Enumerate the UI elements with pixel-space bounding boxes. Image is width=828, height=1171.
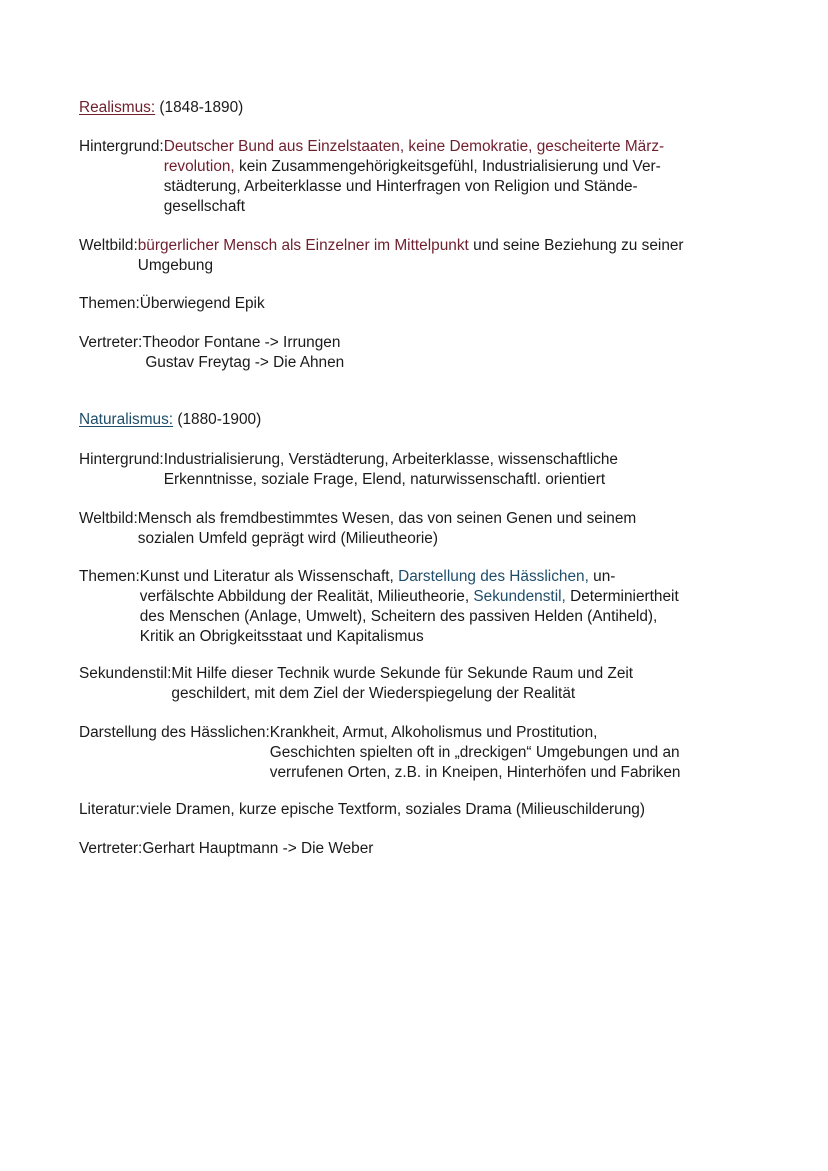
hintergrund-text: Industrialisierung, Verstädterung, Arbeiterklasse, wissenschaftliche: [163, 451, 618, 468]
hintergrund-text: städterung, Arbeiterklasse und Hinterfragen von Religion und Stände-: [163, 178, 638, 195]
darstellung-label: Darstellung des Hässlichen:: [79, 724, 270, 741]
realismus-hintergrund: [79, 137, 759, 217]
naturalismus-vertreter: [79, 839, 759, 859]
darstellung-text: Geschichten spielten oft in „dreckigen“ Umgebungen und an: [269, 744, 680, 761]
realismus-vertreter: [79, 333, 759, 373]
naturalismus-weltbild: [79, 509, 759, 549]
themen-text: un-: [588, 568, 616, 585]
themen-text: des Menschen (Anlage, Umwelt), Scheitern des passiven Helden (Antiheld),: [139, 608, 658, 625]
themen-text: Sekundenstil,: [473, 588, 566, 605]
realismus-weltbild: [79, 236, 759, 276]
realismus-themen: [79, 294, 759, 314]
naturalismus-period: (1880-1900): [177, 411, 262, 428]
weltbild-text: bürgerlicher Mensch als Einzelner im Mittelpunkt: [137, 237, 469, 254]
sekundenstil-text: Mit Hilfe dieser Technik wurde Sekunde für Sekunde Raum und Zeit: [171, 665, 634, 682]
weltbild-text: Umgebung: [137, 257, 214, 274]
sekundenstil-text: geschildert, mit dem Ziel der Wiederspiegelung der Realität: [171, 685, 576, 702]
themen-text: Determiniertheit: [565, 588, 679, 605]
darstellung-text: Krankheit, Armut, Alkoholismus und Prostitution,: [269, 724, 598, 741]
themen-label: Themen:: [79, 295, 140, 312]
hintergrund-label: Hintergrund:: [79, 451, 164, 468]
weltbild-text: sozialen Umfeld geprägt wird (Milieutheorie): [137, 530, 438, 547]
hintergrund-text: Erkenntnisse, soziale Frage, Elend, naturwissenschaftl. orientiert: [163, 471, 606, 488]
themen-text: Kritik an Obrigkeitsstaat und Kapitalismus: [139, 628, 424, 645]
naturalismus-literatur: [79, 800, 759, 820]
themen-text: Überwiegend Epik: [139, 295, 265, 312]
sekundenstil-label: Sekundenstil:: [79, 665, 172, 682]
vertreter-text: Gerhart Hauptmann -> Die Weber: [142, 840, 374, 857]
naturalismus-darstellung: [79, 723, 759, 783]
themen-text: verfälschte Abbildung der Realität, Milieutheorie,: [139, 588, 474, 605]
darstellung-text: verrufenen Orten, z.B. in Kneipen, Hinterhöfen und Fabriken: [269, 764, 681, 781]
literatur-label: Literatur:: [79, 801, 140, 818]
naturalismus-themen: [79, 567, 759, 647]
hintergrund-text: gesellschaft: [163, 198, 245, 215]
weltbild-text: Mensch als fremdbestimmtes Wesen, das von seinen Genen und seinem: [137, 510, 637, 527]
themen-label: Themen:: [79, 568, 140, 585]
themen-text: Kunst und Literatur als Wissenschaft,: [139, 568, 399, 585]
realismus-title: Realismus:: [79, 99, 156, 116]
vertreter-text: Gustav Freytag -> Die Ahnen: [145, 354, 345, 371]
weltbild-text: und seine Beziehung zu seiner: [468, 237, 684, 254]
hintergrund-text: Deutscher Bund aus Einzelstaaten, keine Demokratie, gescheiterte März-: [163, 138, 665, 155]
realismus-period: (1848-1890): [159, 99, 244, 116]
weltbild-label: Weltbild:: [79, 510, 138, 527]
vertreter-label: Vertreter:: [79, 334, 143, 351]
vertreter-label: Vertreter:: [79, 840, 143, 857]
naturalismus-heading: [79, 410, 261, 430]
realismus-heading: [79, 98, 243, 118]
weltbild-label: Weltbild:: [79, 237, 138, 254]
hintergrund-label: Hintergrund:: [79, 138, 164, 155]
hintergrund-text: revolution,: [163, 158, 235, 175]
literatur-text: viele Dramen, kurze epische Textform, soziales Drama (Milieuschilderung): [139, 801, 645, 818]
hintergrund-text: kein Zusammengehörigkeitsgefühl, Industrialisierung und Ver-: [234, 158, 661, 175]
naturalismus-sekundenstil: [79, 664, 759, 704]
themen-text: Darstellung des Hässlichen,: [398, 568, 589, 585]
naturalismus-hintergrund: [79, 450, 759, 490]
naturalismus-title: Naturalismus:: [79, 411, 174, 428]
vertreter-text: Theodor Fontane -> Irrungen: [142, 334, 341, 351]
